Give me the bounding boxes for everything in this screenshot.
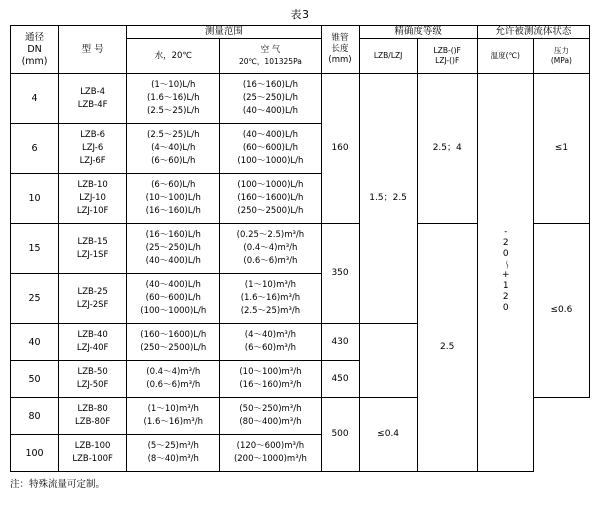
model-line: LZB-10	[77, 180, 108, 190]
specification-table	[10, 25, 590, 472]
header-fluid-state: 允许被测流体状态	[477, 26, 589, 39]
model-line: LZJ-50F	[76, 380, 109, 390]
cell-model	[59, 124, 127, 174]
range-line: (60～600)L/h	[242, 143, 298, 153]
range-line: (4～40)L/h	[151, 143, 196, 153]
temperature-value: -20～+120	[500, 227, 511, 314]
model-line: LZJ-40F	[76, 343, 109, 353]
cell-pressure: ≤0.6	[533, 224, 589, 398]
cell-accuracy-f: 2.5；4	[417, 74, 477, 224]
range-line: (16～160)L/h	[145, 230, 201, 240]
cell-model	[59, 398, 127, 435]
cell-model	[59, 361, 127, 398]
cell-temperature	[477, 74, 533, 472]
header-range: 测量范围	[127, 26, 321, 39]
range-line: (6～60)L/h	[151, 180, 196, 190]
range-line: (10～100)L/h	[145, 193, 201, 203]
range-line: (25～250)L/h	[242, 93, 298, 103]
range-line: (40～400)L/h	[242, 106, 298, 116]
range-line: (8～40)m³/h	[147, 454, 199, 464]
cell-cone-length: 500	[321, 398, 359, 472]
model-line: LZJ-10	[79, 193, 106, 203]
range-line: (100～1000)L/h	[237, 156, 304, 166]
range-line: (160～1600)L/h	[140, 330, 207, 340]
cell-model	[59, 274, 127, 324]
cell-range-water	[127, 324, 220, 361]
cell-range-air	[220, 324, 321, 361]
range-line: (160～1600)L/h	[237, 193, 304, 203]
range-line: (4～40)m³/h	[244, 330, 297, 340]
header-range-air-line2: 20℃，101325Pa	[238, 57, 302, 66]
cell-accuracy-f: 2.5	[417, 224, 477, 472]
cell-range-water	[127, 435, 220, 472]
range-line: (200～1000)m³/h	[233, 454, 307, 464]
range-line: (5～25)m³/h	[147, 441, 199, 451]
header-cone-line1: 锥管	[331, 33, 349, 43]
header-cone-line3: (mm)	[328, 55, 352, 65]
cell-dn: 4	[11, 74, 59, 124]
cell-dn: 6	[11, 124, 59, 174]
range-line: (1～10)m³/h	[244, 280, 297, 290]
range-line: (2.5～25)L/h	[147, 106, 200, 116]
header-dn	[11, 26, 59, 74]
model-line: LZJ-6F	[79, 156, 106, 166]
range-line: (40～400)L/h	[145, 256, 201, 266]
cell-range-water	[127, 224, 220, 274]
cell-range-air	[220, 174, 321, 224]
cell-range-air	[220, 74, 321, 124]
cell-cone-length: 160	[321, 74, 359, 224]
cell-model	[59, 224, 127, 274]
cell-range-water	[127, 361, 220, 398]
model-line: LZB-25	[77, 286, 108, 297]
range-line: (1～10)m³/h	[147, 404, 199, 414]
range-line: (1.6～16)L/h	[147, 93, 200, 103]
model-line: LZB-15	[77, 236, 108, 247]
cell-accuracy-lzb: 1.5；2.5	[359, 74, 417, 324]
range-line: (0.6～6)m³/h	[243, 256, 298, 266]
cell-cone-length: 350	[321, 224, 359, 324]
header-pressure	[533, 39, 589, 74]
cell-dn: 100	[11, 435, 59, 472]
cell-model	[59, 435, 127, 472]
table-note: 注：特殊流量可定制。	[10, 479, 106, 490]
header-cone-line2: 长度	[331, 44, 349, 54]
header-accuracy-f	[417, 39, 477, 74]
cell-dn: 10	[11, 174, 59, 224]
header-range-air-line1: 空 气	[260, 45, 281, 55]
cell-range-air	[220, 435, 321, 472]
range-line: (0.4～4)m³/h	[243, 243, 298, 253]
cell-range-water	[127, 174, 220, 224]
range-line: (250～2500)L/h	[237, 206, 304, 216]
model-line: LZJ-1SF	[76, 249, 109, 260]
range-line: (16～160)L/h	[242, 80, 298, 90]
range-line: (2.5～25)m³/h	[240, 306, 301, 316]
range-line: (250～2500)L/h	[140, 343, 207, 353]
cell-range-air	[220, 274, 321, 324]
model-line: LZB-100F	[72, 454, 113, 464]
header-dn-line2: DN	[27, 43, 42, 55]
cell-range-water	[127, 274, 220, 324]
range-line: (10～100)m³/h	[239, 367, 302, 377]
header-pressure-line1: 压力	[553, 46, 569, 55]
range-line: (25～250)L/h	[145, 243, 201, 253]
header-range-water: 水，20℃	[127, 39, 220, 74]
header-accuracy: 精确度等级	[359, 26, 477, 39]
model-line: LZB-40	[77, 330, 108, 340]
header-temperature: 温度(℃)	[477, 39, 533, 74]
cell-range-water	[127, 398, 220, 435]
header-model: 型 号	[59, 26, 127, 74]
model-line: LZB-6	[80, 130, 106, 140]
range-line: (16～160)L/h	[145, 206, 201, 216]
range-line: (50～250)m³/h	[239, 404, 302, 414]
model-line: LZJ-2SF	[76, 299, 109, 310]
cell-range-air	[220, 398, 321, 435]
model-line: LZB-80	[77, 404, 108, 414]
range-line: (120～600)m³/h	[236, 441, 305, 451]
header-accuracy-lzb: LZB/LZJ	[359, 39, 417, 74]
range-line: (100～1000)L/h	[140, 306, 207, 316]
header-accuracy-f-line1: LZB-()F	[433, 46, 461, 55]
model-line: LZB-4	[80, 86, 106, 97]
cell-model	[59, 324, 127, 361]
model-line: LZB-50	[77, 367, 108, 377]
range-line: (60～600)L/h	[145, 293, 201, 303]
cell-dn: 40	[11, 324, 59, 361]
range-line: (1.6～16)m³/h	[143, 417, 203, 427]
cell-cone-length: 450	[321, 361, 359, 398]
cell-cone-length: 430	[321, 324, 359, 361]
cell-model	[59, 174, 127, 224]
header-dn-line1: 通径	[25, 31, 45, 43]
page-title: 表3	[290, 8, 310, 21]
header-dn-line3: (mm)	[21, 55, 48, 67]
range-line: (0.6～6)m³/h	[146, 380, 201, 390]
cell-range-water	[127, 74, 220, 124]
header-accuracy-f-line2: LZJ-()F	[435, 56, 460, 65]
model-line: LZB-80F	[75, 417, 111, 427]
range-line: (0.25～2.5)m³/h	[236, 230, 305, 240]
cell-range-air	[220, 361, 321, 398]
cell-pressure: ≤0.4	[359, 398, 417, 472]
cell-pressure: ≤1	[533, 74, 589, 224]
range-line: (16～160)m³/h	[239, 380, 302, 390]
cell-model	[59, 74, 127, 124]
model-line: LZJ-6	[82, 143, 104, 153]
range-line: (80～400)m³/h	[239, 417, 302, 427]
cell-dn: 15	[11, 224, 59, 274]
header-cone-length	[321, 26, 359, 74]
range-line: (6～60)L/h	[151, 156, 196, 166]
model-line: LZB-100	[74, 441, 111, 451]
cell-range-air	[220, 224, 321, 274]
table-header-row-1	[11, 26, 590, 39]
range-line: (1～10)L/h	[151, 80, 196, 90]
cell-dn: 50	[11, 361, 59, 398]
range-line: (1.6～16)m³/h	[240, 293, 301, 303]
cell-dn: 25	[11, 274, 59, 324]
header-range-air	[220, 39, 321, 74]
table-row	[11, 74, 590, 124]
cell-range-water	[127, 124, 220, 174]
range-line: (6～60)m³/h	[244, 343, 297, 353]
range-line: (40～400)L/h	[145, 280, 201, 290]
cell-dn: 80	[11, 398, 59, 435]
model-line: LZB-4F	[77, 99, 108, 110]
model-line: LZJ-10F	[76, 206, 109, 216]
range-line: (0.4～4)m³/h	[146, 367, 201, 377]
header-pressure-line2: (MPa)	[550, 56, 572, 65]
range-line: (40～400)L/h	[242, 130, 298, 140]
cell-range-air	[220, 124, 321, 174]
range-line: (2.5～25)L/h	[147, 130, 200, 140]
range-line: (100～1000)L/h	[237, 180, 304, 190]
